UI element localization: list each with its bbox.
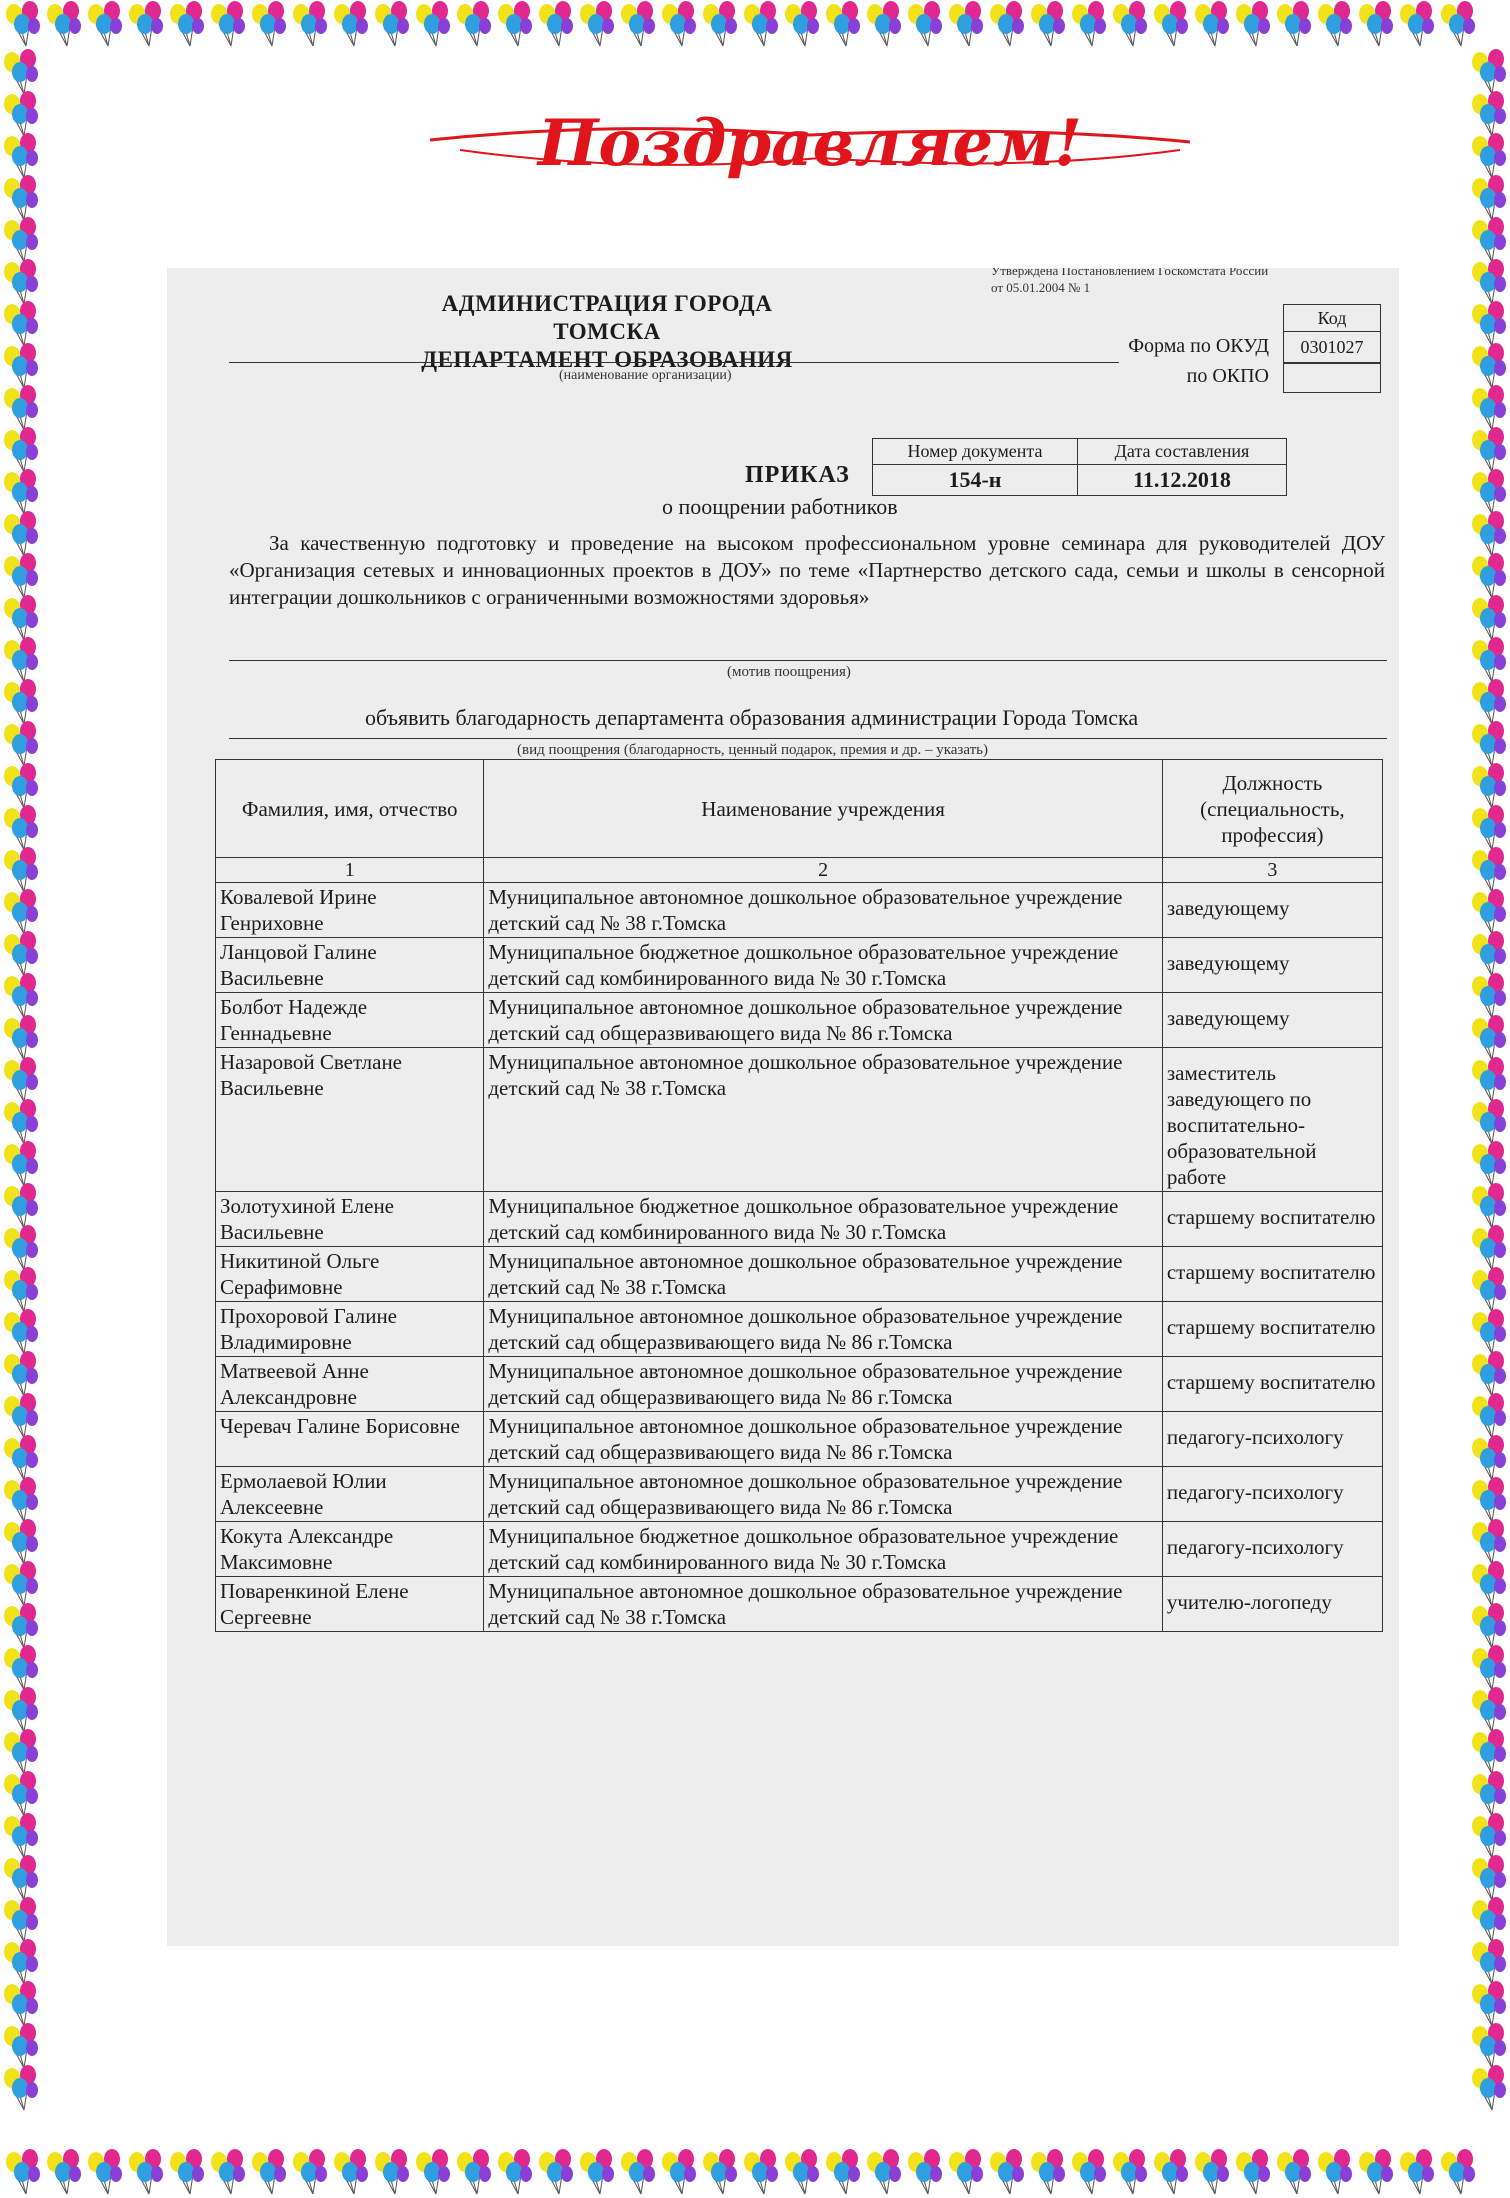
employee-name: Ланцовой Галине Васильевне: [216, 938, 484, 993]
employee-name: Никитиной Ольге Серафимовне: [216, 1247, 484, 1302]
balloon-icon: [4, 1351, 38, 1396]
balloon-icon: [1154, 2149, 1188, 2194]
balloon-icon: [1472, 469, 1506, 514]
balloon-icon: [129, 1, 163, 46]
balloon-icon: [4, 511, 38, 556]
balloon-icon: [1472, 259, 1506, 304]
employee-position: заместитель заведующего по воспитательно-образовательной работе: [1162, 1048, 1382, 1192]
balloon-icon: [1472, 511, 1506, 556]
employees-table: [215, 759, 1383, 1632]
balloon-icon: [1236, 2149, 1270, 2194]
balloon-icon: [4, 1309, 38, 1354]
balloon-icon: [375, 2149, 409, 2194]
balloon-icon: [4, 259, 38, 304]
balloon-icon: [334, 1, 368, 46]
balloon-icon: [211, 1, 245, 46]
balloon-icon: [1472, 931, 1506, 976]
balloon-icon: [703, 1, 737, 46]
balloon-icon: [211, 2149, 245, 2194]
balloon-icon: [4, 343, 38, 388]
balloon-icon: [1472, 133, 1506, 178]
employee-name: Прохоровой Галине Владимировне: [216, 1302, 484, 1357]
balloon-icon: [129, 2149, 163, 2194]
employee-position: заведующему: [1162, 938, 1382, 993]
table-row: [216, 1467, 1383, 1522]
organization-name: Муниципальное автономное дошкольное образовательное учреждение детский сад № 38 г.Томска: [484, 883, 1162, 938]
balloon-icon: [4, 1645, 38, 1690]
organization-name: Муниципальное автономное дошкольное образовательное учреждение детский сад № 38 г.Томска: [484, 1577, 1162, 1632]
balloon-icon: [4, 637, 38, 682]
employee-position: педагогу-психологу: [1162, 1467, 1382, 1522]
table-row: [216, 938, 1383, 993]
employee-position: заведующему: [1162, 993, 1382, 1048]
balloon-icon: [293, 1, 327, 46]
balloon-icon: [826, 1, 860, 46]
employee-name: Ковалевой Ирине Генриховне: [216, 883, 484, 938]
organization-name: Муниципальное бюджетное дошкольное образовательное учреждение детский сад комбинированного вида № 30 г.Томска: [484, 1522, 1162, 1577]
balloon-icon: [4, 553, 38, 598]
balloon-icon: [4, 385, 38, 430]
balloon-icon: [1472, 763, 1506, 808]
balloon-icon: [580, 2149, 614, 2194]
balloon-icon: [908, 1, 942, 46]
balloon-icon: [6, 2149, 40, 2194]
balloon-icon: [1031, 2149, 1065, 2194]
balloon-icon: [1277, 2149, 1311, 2194]
balloon-icon: [4, 1099, 38, 1144]
organization-name: Муниципальное автономное дошкольное образовательное учреждение детский сад общеразвивающего вида № 86 г.Томска: [484, 993, 1162, 1048]
balloon-icon: [1472, 721, 1506, 766]
balloon-icon: [1472, 805, 1506, 850]
balloon-icon: [4, 217, 38, 262]
balloon-icon: [4, 1561, 38, 1606]
balloon-icon: [1472, 49, 1506, 94]
organization-name: Муниципальное автономное дошкольное образовательное учреждение детский сад общеразвивающего вида № 86 г.Томска: [484, 1467, 1162, 1522]
table-row: [216, 883, 1383, 938]
number-label: Номер документа: [873, 439, 1078, 465]
balloon-icon: [1441, 1, 1475, 46]
balloon-icon: [4, 1435, 38, 1480]
employee-position: учителю-логопеду: [1162, 1577, 1382, 1632]
balloon-icon: [1472, 595, 1506, 640]
balloon-icon: [1472, 553, 1506, 598]
header-position: Должность (специальность, профессия): [1162, 760, 1382, 858]
balloon-icon: [4, 1057, 38, 1102]
balloon-icon: [1472, 1393, 1506, 1438]
balloon-icon: [867, 2149, 901, 2194]
balloon-icon: [457, 2149, 491, 2194]
table-row: [216, 1247, 1383, 1302]
balloon-icon: [744, 2149, 778, 2194]
balloon-icon: [1472, 217, 1506, 262]
balloon-icon: [4, 2065, 38, 2110]
balloon-icon: [4, 763, 38, 808]
balloon-icon: [1472, 1141, 1506, 1186]
balloon-icon: [1472, 889, 1506, 934]
balloon-icon: [1472, 2023, 1506, 2068]
balloon-icon: [4, 1687, 38, 1732]
organization-name: АДМИНИСТРАЦИЯ ГОРОДА ТОМСКА ДЕПАРТАМЕНТ ОБРАЗОВАНИЯ: [421, 291, 793, 372]
balloon-icon: [1318, 1, 1352, 46]
balloon-icon: [1472, 679, 1506, 724]
balloon-icon: [170, 2149, 204, 2194]
table-row: [216, 993, 1383, 1048]
balloon-icon: [1472, 1813, 1506, 1858]
balloon-icon: [4, 469, 38, 514]
balloon-icon: [498, 1, 532, 46]
okpo-label: по ОКПО: [1186, 365, 1269, 387]
order-subject: о поощрении работников: [662, 494, 898, 519]
balloon-icon: [1472, 1981, 1506, 2026]
employee-name: Ермолаевой Юлии Алексеевне: [216, 1467, 484, 1522]
balloon-icon: [1472, 301, 1506, 346]
balloon-icon: [1472, 1519, 1506, 1564]
header-name: Фамилия, имя, отчество: [216, 760, 484, 858]
balloon-icon: [4, 973, 38, 1018]
org-caption: (наименование организации): [559, 368, 732, 383]
balloon-icon: [1072, 2149, 1106, 2194]
balloon-icon: [4, 805, 38, 850]
employee-position: старшему воспитателю: [1162, 1357, 1382, 1412]
balloon-icon: [867, 1, 901, 46]
balloon-icon: [1472, 175, 1506, 220]
balloon-icon: [1472, 1015, 1506, 1060]
employee-name: Черевач Галине Борисовне: [216, 1412, 484, 1467]
balloon-icon: [1472, 1477, 1506, 1522]
balloon-icon: [1472, 1225, 1506, 1270]
balloon-icon: [4, 49, 38, 94]
order-number-table: [872, 438, 1287, 496]
balloon-icon: [88, 1, 122, 46]
balloon-icon: [4, 427, 38, 472]
balloon-icon: [4, 1729, 38, 1774]
award-caption: (вид поощрения (благодарность, ценный подарок, премия и др. – указать): [517, 742, 988, 758]
balloon-icon: [785, 2149, 819, 2194]
table-row: [216, 1522, 1383, 1577]
employee-name: Поваренкиной Елене Сергеевне: [216, 1577, 484, 1632]
balloon-icon: [4, 301, 38, 346]
balloon-icon: [1359, 1, 1393, 46]
balloon-icon: [1472, 1687, 1506, 1732]
balloon-icon: [1472, 1267, 1506, 1312]
employee-name: Золотухиной Елене Васильевне: [216, 1192, 484, 1247]
balloon-icon: [4, 1855, 38, 1900]
balloon-icon: [1318, 2149, 1352, 2194]
balloon-icon: [1472, 1057, 1506, 1102]
balloon-icon: [4, 91, 38, 136]
approval-note: Утверждена Постановлением Госкомстата России от 05.01.2004 № 1: [991, 268, 1269, 295]
column-number: 2: [484, 858, 1162, 883]
balloon-icon: [170, 1, 204, 46]
balloon-icon: [949, 2149, 983, 2194]
balloon-icon: [621, 2149, 655, 2194]
balloon-icon: [4, 679, 38, 724]
balloon-icon: [47, 2149, 81, 2194]
balloon-icon: [4, 1771, 38, 1816]
balloon-icon: [4, 1981, 38, 2026]
award-underline: [229, 738, 1387, 739]
balloon-icon: [416, 2149, 450, 2194]
balloon-icon: [4, 847, 38, 892]
okud-value: 0301027: [1283, 331, 1381, 363]
motive-underline: [229, 660, 1387, 661]
balloon-icon: [4, 595, 38, 640]
employee-name: Болбот Надежде Геннадьевне: [216, 993, 484, 1048]
congratulations-banner: [420, 80, 1200, 210]
employee-position: старшему воспитателю: [1162, 1192, 1382, 1247]
order-number: 154-н: [873, 465, 1078, 496]
employee-name: Кокута Александре Максимовне: [216, 1522, 484, 1577]
header-organization: Наименование учреждения: [484, 760, 1162, 858]
balloon-icon: [1472, 91, 1506, 136]
organization-name: Муниципальное автономное дошкольное образовательное учреждение детский сад общеразвивающего вида № 86 г.Томска: [484, 1412, 1162, 1467]
motive-text: За качественную подготовку и проведение на высоком профессиональном уровне семинара для руководителей ДОУ «Организация сетевых и инновационных проектов в ДОУ» по теме «Партнерство детского сада, семьи и школы в сенсорной интеграции дошкольников с ограниченными возможностями здоровья»: [229, 531, 1385, 609]
balloon-icon: [1400, 1, 1434, 46]
balloon-icon: [1472, 385, 1506, 430]
balloon-icon: [375, 1, 409, 46]
employee-name: Назаровой Светлане Васильевне: [216, 1048, 484, 1192]
balloon-icon: [826, 2149, 860, 2194]
balloon-icon: [1154, 1, 1188, 46]
employee-position: старшему воспитателю: [1162, 1302, 1382, 1357]
balloon-icon: [4, 2023, 38, 2068]
balloon-icon: [1072, 1, 1106, 46]
balloon-icon: [1472, 427, 1506, 472]
balloon-icon: [4, 133, 38, 178]
table-row: [216, 1048, 1383, 1192]
balloon-icon: [1113, 1, 1147, 46]
organization-name: Муниципальное бюджетное дошкольное образовательное учреждение детский сад комбинированного вида № 30 г.Томска: [484, 1192, 1162, 1247]
balloon-icon: [1472, 2065, 1506, 2110]
balloon-icon: [785, 1, 819, 46]
balloon-icon: [990, 1, 1024, 46]
balloon-icon: [4, 1939, 38, 1984]
balloon-icon: [990, 2149, 1024, 2194]
balloon-icon: [1472, 1897, 1506, 1942]
balloon-icon: [1031, 1, 1065, 46]
balloon-icon: [47, 1, 81, 46]
balloon-icon: [6, 1, 40, 46]
balloon-icon: [4, 1183, 38, 1228]
employee-position: старшему воспитателю: [1162, 1247, 1382, 1302]
balloon-icon: [1472, 1645, 1506, 1690]
balloon-icon: [1472, 1729, 1506, 1774]
motive-caption: (мотив поощрения): [727, 664, 851, 680]
balloon-icon: [1472, 1435, 1506, 1480]
balloon-icon: [4, 1267, 38, 1312]
balloon-icon: [416, 1, 450, 46]
table-row: [216, 1302, 1383, 1357]
banner-text: Поздравляем!: [537, 106, 1083, 181]
balloon-icon: [1472, 343, 1506, 388]
balloon-icon: [949, 1, 983, 46]
balloon-icon: [88, 2149, 122, 2194]
balloon-icon: [1400, 2149, 1434, 2194]
balloon-icon: [293, 2149, 327, 2194]
balloon-icon: [1472, 1939, 1506, 1984]
balloon-icon: [252, 1, 286, 46]
balloon-icon: [4, 175, 38, 220]
table-row: [216, 1357, 1383, 1412]
employee-position: заведующему: [1162, 883, 1382, 938]
org-underline: [229, 362, 1119, 363]
order-date: 11.12.2018: [1078, 465, 1287, 496]
organization-name: Муниципальное автономное дошкольное образовательное учреждение детский сад № 38 г.Томска: [484, 1247, 1162, 1302]
balloon-icon: [1472, 637, 1506, 682]
balloon-icon: [1195, 1, 1229, 46]
column-number: 1: [216, 858, 484, 883]
balloon-icon: [1472, 1309, 1506, 1354]
balloon-icon: [1472, 847, 1506, 892]
table-row: [216, 1412, 1383, 1467]
okpo-value: [1283, 363, 1381, 393]
organization-name: Муниципальное бюджетное дошкольное образовательное учреждение детский сад комбинированного вида № 30 г.Томска: [484, 938, 1162, 993]
balloon-icon: [703, 2149, 737, 2194]
balloon-icon: [334, 2149, 368, 2194]
balloon-icon: [662, 1, 696, 46]
table-row: [216, 1577, 1383, 1632]
balloon-icon: [1472, 1561, 1506, 1606]
balloon-icon: [1472, 1183, 1506, 1228]
balloon-icon: [4, 1015, 38, 1060]
balloon-icon: [1472, 1771, 1506, 1816]
balloon-icon: [4, 1897, 38, 1942]
balloon-icon: [4, 1477, 38, 1522]
balloon-icon: [1195, 2149, 1229, 2194]
code-label: Код: [1283, 304, 1381, 332]
employee-position: педагогу-психологу: [1162, 1522, 1382, 1577]
order-title: ПРИКАЗ: [745, 462, 850, 488]
balloon-icon: [621, 1, 655, 46]
balloon-icon: [1472, 1603, 1506, 1648]
balloon-icon: [4, 1519, 38, 1564]
date-label: Дата составления: [1078, 439, 1287, 465]
balloon-icon: [1472, 1099, 1506, 1144]
table-row: [216, 1192, 1383, 1247]
balloon-icon: [4, 1141, 38, 1186]
employee-position: педагогу-психологу: [1162, 1412, 1382, 1467]
balloon-icon: [580, 1, 614, 46]
organization-name: Муниципальное автономное дошкольное образовательное учреждение детский сад общеразвивающего вида № 86 г.Томска: [484, 1302, 1162, 1357]
balloon-icon: [662, 2149, 696, 2194]
balloon-icon: [1441, 2149, 1475, 2194]
balloon-icon: [1472, 1855, 1506, 1900]
balloon-icon: [1472, 973, 1506, 1018]
balloon-icon: [4, 889, 38, 934]
organization-name: Муниципальное автономное дошкольное образовательное учреждение детский сад № 38 г.Томска: [484, 1048, 1162, 1192]
balloon-icon: [1359, 2149, 1393, 2194]
balloon-icon: [744, 1, 778, 46]
column-number: 3: [1162, 858, 1382, 883]
balloon-icon: [4, 1225, 38, 1270]
balloon-icon: [4, 1813, 38, 1858]
organization-name: Муниципальное автономное дошкольное образовательное учреждение детский сад общеразвивающего вида № 86 г.Томска: [484, 1357, 1162, 1412]
balloon-icon: [1472, 1351, 1506, 1396]
balloon-icon: [1236, 1, 1270, 46]
balloon-icon: [4, 1603, 38, 1648]
award-text: объявить благодарность департамента образования администрации Города Томска: [365, 705, 1139, 730]
employee-name: Матвеевой Анне Александровне: [216, 1357, 484, 1412]
balloon-icon: [539, 2149, 573, 2194]
balloon-icon: [4, 931, 38, 976]
balloon-icon: [498, 2149, 532, 2194]
order-document: [167, 268, 1399, 1946]
okud-label: Форма по ОКУД: [1128, 335, 1269, 357]
balloon-icon: [908, 2149, 942, 2194]
balloon-icon: [457, 1, 491, 46]
balloon-icon: [1113, 2149, 1147, 2194]
balloon-icon: [4, 1393, 38, 1438]
balloon-icon: [252, 2149, 286, 2194]
balloon-icon: [1277, 1, 1311, 46]
balloon-icon: [539, 1, 573, 46]
balloon-icon: [4, 721, 38, 766]
